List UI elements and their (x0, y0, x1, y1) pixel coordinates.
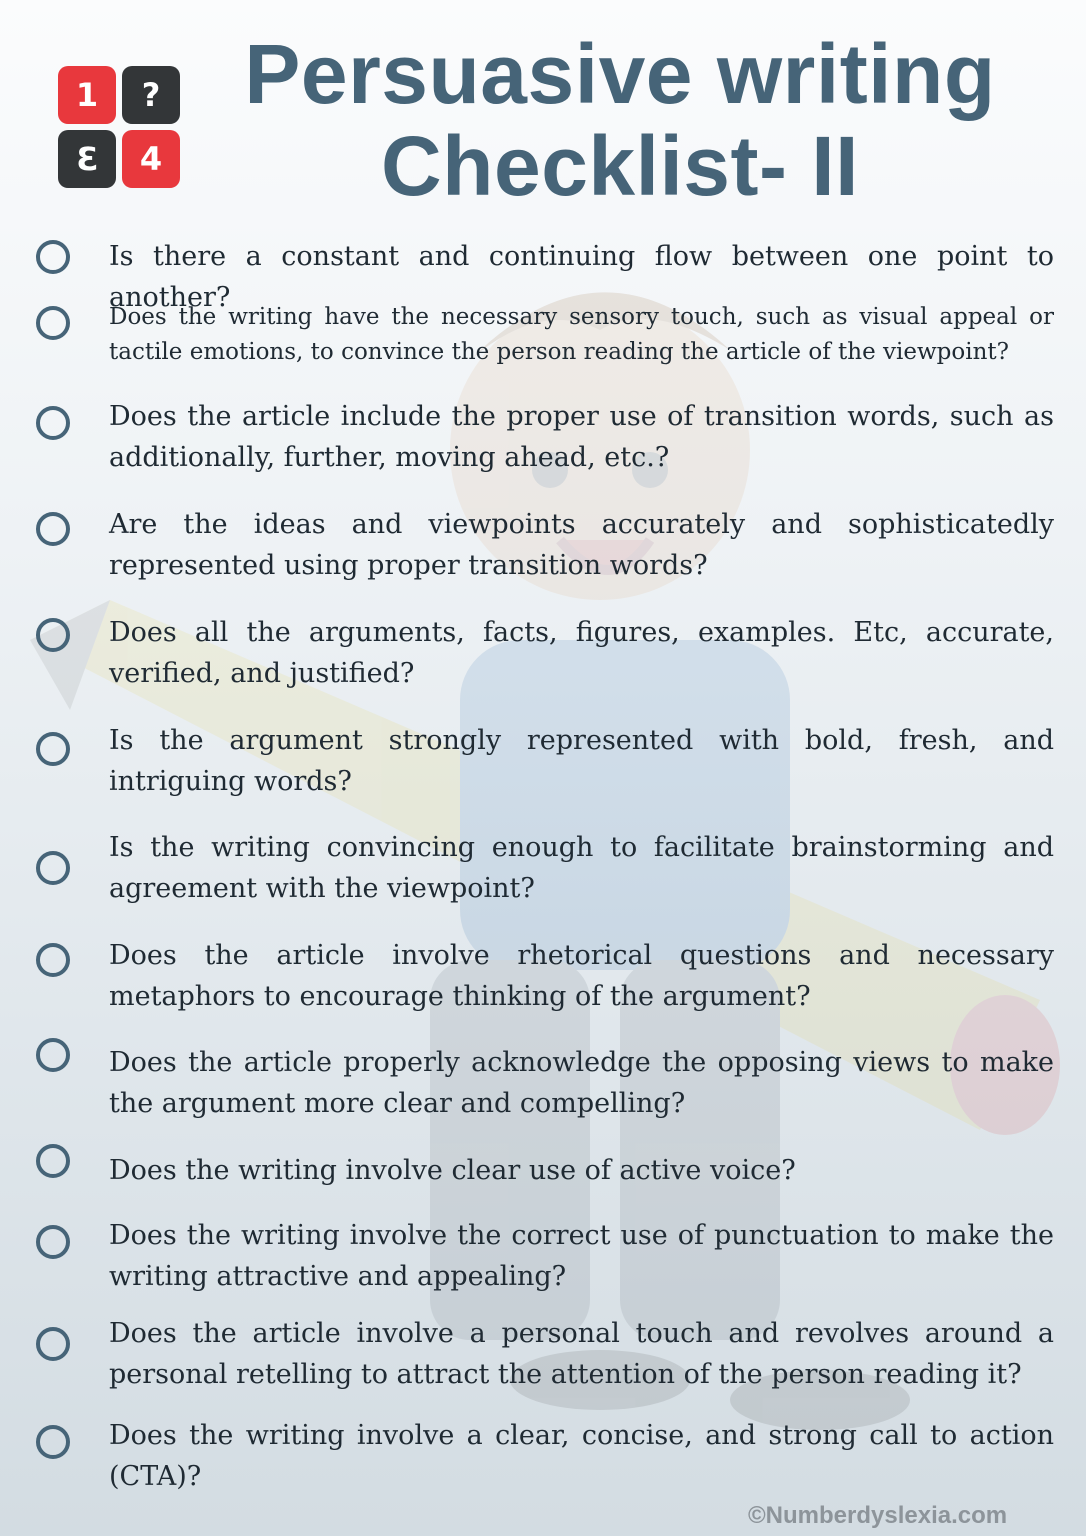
logo-tile-1: 1 (58, 66, 116, 124)
checklist-item-text: Are the ideas and viewpoints accurately and sophisticatedly represented using proper transition words? (109, 509, 1054, 581)
checkbox-circle[interactable] (36, 1038, 70, 1072)
checklist-item-text: Does the article involve rhetorical questions and necessary metaphors to encourage thinking of the argument? (109, 940, 1054, 1012)
checkbox-circle[interactable] (36, 618, 70, 652)
logo (58, 66, 182, 190)
checkbox-circle[interactable] (36, 406, 70, 440)
checklist-item-text: Is the writing convincing enough to facilitate brainstorming and agreement with the viewpoint? (109, 832, 1054, 904)
logo-tile-4: 4 (122, 130, 180, 188)
checkbox-circle[interactable] (36, 943, 70, 977)
checkbox-circle[interactable] (36, 306, 70, 340)
checklist-item-text: Is there a constant and continuing flow between one point to another? (109, 241, 1054, 313)
checklist-item-text: Does the writing involve clear use of active voice? (109, 1155, 796, 1186)
title-line-2: Checklist- II (381, 119, 859, 213)
checkbox-circle[interactable] (36, 240, 70, 274)
checklist-item-text: Does the writing involve a clear, concise, and strong call to action (CTA)? (109, 1420, 1054, 1492)
checklist-item-text: Does the writing have the necessary sensory touch, such as visual appeal or tactile emotions, to convince the person reading the article of the viewpoint? (109, 304, 1054, 365)
checkbox-circle[interactable] (36, 512, 70, 546)
logo-tile-3: 3 (58, 130, 116, 188)
checkbox-circle[interactable] (36, 1327, 70, 1361)
logo-tile-question: ? (122, 66, 180, 124)
checkbox-circle[interactable] (36, 732, 70, 766)
checkbox-circle[interactable] (36, 1225, 70, 1259)
checkbox-circle[interactable] (36, 851, 70, 885)
checklist-item-text: Does the article involve a personal touch and revolves around a personal retelling to attract the attention of the person reading it? (109, 1318, 1054, 1390)
checkbox-circle[interactable] (36, 1144, 70, 1178)
title-line-1: Persuasive writing (244, 27, 996, 121)
checklist-item-text: Does all the arguments, facts, figures, examples. Etc, accurate, verified, and justified? (109, 617, 1054, 689)
checklist-item-text: Does the article properly acknowledge the opposing views to make the argument more clear and compelling? (109, 1047, 1054, 1119)
checklist-item-text: Is the argument strongly represented with bold, fresh, and intriguing words? (109, 725, 1054, 797)
checklist-item-text: Does the article include the proper use of transition words, such as additionally, further, moving ahead, etc.? (109, 401, 1054, 473)
checkbox-circle[interactable] (36, 1425, 70, 1459)
checklist-item-text: Does the writing involve the correct use of punctuation to make the writing attractive and appealing? (109, 1220, 1054, 1292)
copyright-footer: ©Numberdyslexia.com (748, 1502, 1008, 1529)
page-title (200, 28, 1040, 212)
